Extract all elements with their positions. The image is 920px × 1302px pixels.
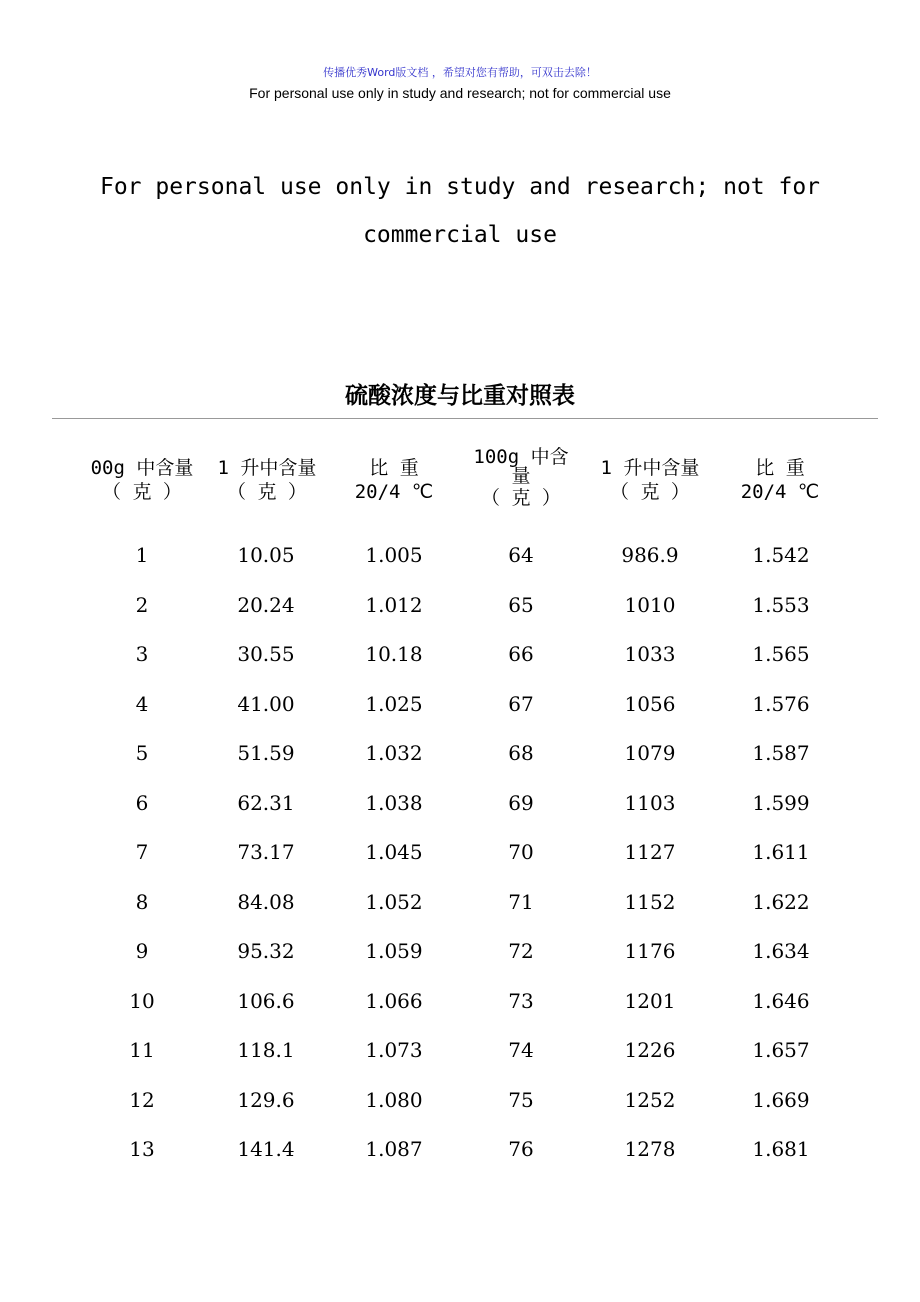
table-cell: 51.59: [237, 741, 295, 765]
table-cell: 106.6: [237, 988, 295, 1013]
table-cell: 30.55: [237, 642, 295, 666]
table-cell: 10.05: [237, 543, 295, 567]
table-cell: 986.9: [621, 543, 679, 567]
table-cell: 64: [508, 543, 534, 567]
table-cell: 69: [508, 790, 534, 815]
table-cell: 66: [508, 642, 534, 666]
table-title: 硫酸浓度与比重对照表: [345, 383, 575, 409]
table-cell: 1201: [624, 988, 676, 1013]
usage-notice: [80, 163, 840, 259]
usage-notice-line-1: For personal use only in study and research; not for: [99, 174, 821, 200]
table-row: [0, 976, 920, 1026]
table-cell: 71: [508, 889, 534, 914]
table-cell: 1.005: [365, 543, 423, 567]
table-cell: 1010: [624, 592, 676, 617]
table-cell: 1.622: [752, 889, 810, 914]
table-cell: 20.24: [237, 592, 295, 617]
table-cell: 1.080: [365, 1087, 423, 1112]
column-header-line: （ 克 ）: [481, 487, 561, 509]
table-cell: 70: [508, 840, 534, 864]
table-cell: 11: [129, 1038, 155, 1062]
table-cell: 6: [135, 790, 149, 815]
table-cell: 1127: [624, 840, 676, 864]
table-cell: 1.669: [752, 1087, 810, 1112]
column-header-line: 20/4 ℃: [740, 481, 820, 503]
table-cell: 1226: [624, 1038, 676, 1062]
table-cell: 2: [135, 592, 149, 617]
table-cell: 67: [508, 691, 534, 716]
column-header-mass-per-100g-left: [72, 456, 212, 504]
column-header-mass-per-litre-left: [197, 456, 337, 504]
table-cell: 10: [129, 988, 155, 1013]
table-cell: 1.012: [365, 592, 423, 617]
table-cell: 72: [508, 939, 534, 963]
table-cell: 141.4: [237, 1137, 295, 1161]
table-cell: 1.553: [752, 592, 810, 617]
column-header-line: 20/4 ℃: [354, 481, 434, 503]
table-row: [0, 778, 920, 828]
table-cell: 1033: [624, 642, 676, 666]
table-cell: 1.038: [365, 790, 423, 815]
column-header-line: （ 克 ）: [610, 481, 690, 503]
table-cell: 62.31: [237, 790, 295, 815]
column-header-specific-gravity-left: [324, 456, 464, 504]
table-row: [0, 827, 920, 877]
table-cell: 65: [508, 592, 534, 617]
table-row: [0, 1124, 920, 1174]
table-cell: 1: [135, 543, 149, 567]
table-row: [0, 1025, 920, 1075]
table-row: [0, 679, 920, 729]
table-cell: 1176: [624, 939, 676, 963]
table-cell: 74: [508, 1038, 534, 1062]
table-cell: 1.657: [752, 1038, 810, 1062]
table-row: [0, 530, 920, 580]
table-cell: 1278: [624, 1137, 676, 1161]
column-header-line: 比 重: [755, 457, 805, 479]
table-cell: 95.32: [237, 939, 295, 963]
table-cell: 1103: [624, 790, 676, 815]
table-cell: 1.565: [752, 642, 810, 666]
column-header-line: 1 升中含量: [217, 457, 317, 479]
table-cell: 1.032: [365, 741, 423, 765]
table-cell: 1.611: [752, 840, 810, 864]
table-cell: 129.6: [237, 1087, 295, 1112]
table-cell: 1.587: [752, 741, 810, 765]
table-cell: 1.576: [752, 691, 810, 716]
header-english-note: For personal use only in study and research; not for commercial use: [249, 85, 671, 101]
table-row: [0, 629, 920, 679]
table-cell: 4: [135, 691, 149, 716]
table-cell: 1.542: [752, 543, 810, 567]
column-header-line: 100g 中含: [473, 446, 569, 468]
table-cell: 9: [135, 939, 149, 963]
table-cell: 118.1: [237, 1038, 295, 1062]
table-cell: 7: [135, 840, 149, 864]
table-row: [0, 1075, 920, 1125]
table-cell: 84.08: [237, 889, 295, 914]
table-row: [0, 728, 920, 778]
table-cell: 1.599: [752, 790, 810, 815]
table-cell: 1.025: [365, 691, 423, 716]
table-cell: 1.681: [752, 1137, 810, 1161]
column-header-specific-gravity-right: [710, 456, 850, 504]
table-row: [0, 926, 920, 976]
column-header-line: （ 克 ）: [102, 481, 182, 503]
table-row: [0, 580, 920, 630]
table-cell: 1.646: [752, 988, 810, 1013]
column-header-line: 比 重: [369, 457, 419, 479]
table-cell: 10.18: [365, 642, 423, 666]
column-header-mass-per-100g-right: [451, 446, 591, 511]
table-cell: 41.00: [237, 691, 295, 716]
table-cell: 73: [508, 988, 534, 1013]
table-cell: 13: [129, 1137, 155, 1161]
concentration-table-body: [0, 530, 920, 1174]
table-cell: 12: [129, 1087, 155, 1112]
column-header-line: 00g 中含量: [90, 457, 194, 479]
table-cell: 1.634: [752, 939, 810, 963]
table-cell: 1.052: [365, 889, 423, 914]
table-cell: 1079: [624, 741, 676, 765]
table-cell: 1.059: [365, 939, 423, 963]
table-cell: 75: [508, 1087, 534, 1112]
table-row: [0, 877, 920, 927]
usage-notice-line-2: commercial use: [363, 222, 557, 248]
table-cell: 3: [135, 642, 149, 666]
table-cell: 1252: [624, 1087, 676, 1112]
title-divider: [52, 418, 878, 419]
table-cell: 76: [508, 1137, 534, 1161]
table-cell: 1056: [624, 691, 676, 716]
table-cell: 1152: [624, 889, 676, 914]
table-cell: 1.073: [365, 1038, 423, 1062]
table-cell: 5: [135, 741, 149, 765]
header-chinese-note: 传播优秀Word版文档 ，希望对您有帮助，可双击去除！: [323, 66, 597, 79]
column-header-mass-per-litre-right: [580, 456, 720, 504]
table-cell: 68: [508, 741, 534, 765]
table-cell: 73.17: [237, 840, 295, 864]
table-cell: 1.045: [365, 840, 423, 864]
column-header-line: 量: [511, 465, 531, 487]
column-header-line: 1 升中含量: [600, 457, 700, 479]
table-cell: 8: [135, 889, 149, 914]
column-header-line: （ 克 ）: [227, 481, 307, 503]
table-cell: 1.087: [365, 1137, 423, 1161]
table-cell: 1.066: [365, 988, 423, 1013]
